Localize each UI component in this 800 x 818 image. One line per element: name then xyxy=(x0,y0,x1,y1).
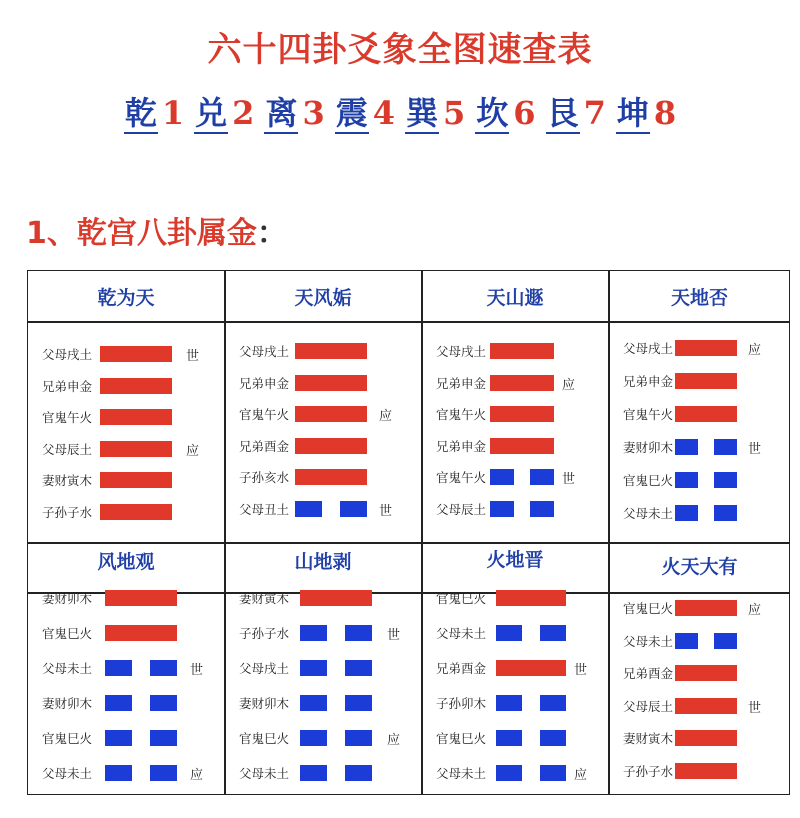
yang-line-bar xyxy=(490,343,554,359)
ying-marker: 应 xyxy=(748,343,762,358)
yao-line xyxy=(28,693,224,713)
page-title: 六十四卦爻象全图速查表 xyxy=(207,30,593,70)
trigram-name: 坎 xyxy=(476,94,509,132)
yao-label: 兄弟申金 xyxy=(42,378,93,394)
trigram-index-row xyxy=(0,88,800,134)
yang-line-bar xyxy=(295,343,367,359)
trigram-item xyxy=(405,88,465,134)
trigram-number: 4 xyxy=(372,94,395,132)
hexagram-cell xyxy=(28,543,224,795)
yang-line-bar xyxy=(675,730,737,746)
yao-line xyxy=(225,373,421,393)
yang-line-bar xyxy=(496,660,566,676)
yin-line-segment xyxy=(675,439,698,455)
yang-line-bar xyxy=(105,590,177,606)
yin-line-segment xyxy=(714,633,737,649)
hexagram-name: 山地剥 xyxy=(294,551,352,573)
yao-line xyxy=(609,663,790,683)
hexagram-cell xyxy=(422,271,608,542)
hexagram-name: 天地否 xyxy=(670,287,728,309)
yin-line-segment xyxy=(496,625,522,641)
yao-line xyxy=(28,407,224,427)
yin-line-segment xyxy=(490,469,514,485)
yao-line xyxy=(225,728,421,748)
yang-line-bar xyxy=(295,438,367,454)
yao-label: 父母戌土 xyxy=(42,347,93,362)
yao-line xyxy=(28,728,224,748)
yao-label: 妻财寅木 xyxy=(623,731,674,746)
yao-line xyxy=(422,467,608,487)
yin-line-segment xyxy=(345,695,372,711)
yin-line-segment xyxy=(105,730,132,746)
yao-label: 兄弟酉金 xyxy=(436,661,487,676)
trigram-number: 5 xyxy=(443,94,466,132)
yao-label: 官鬼巳火 xyxy=(42,731,93,746)
yang-line-bar xyxy=(300,590,372,606)
hexagram-name: 火地晋 xyxy=(486,549,544,571)
yin-line-segment xyxy=(150,730,177,746)
yao-label: 父母未土 xyxy=(42,766,93,781)
yin-line-segment xyxy=(105,765,132,781)
trigram-name: 艮 xyxy=(546,94,579,132)
yang-line-bar xyxy=(100,441,172,457)
yao-label: 妻财卯木 xyxy=(42,696,93,711)
yao-label: 官鬼午火 xyxy=(436,407,487,422)
yao-line xyxy=(609,404,790,424)
yin-line-segment xyxy=(490,501,514,517)
shi-marker: 世 xyxy=(379,503,393,519)
yang-line-bar xyxy=(490,406,554,422)
yao-label: 兄弟申金 xyxy=(436,438,487,454)
yao-label: 官鬼午火 xyxy=(239,407,290,422)
yao-label: 兄弟酉金 xyxy=(623,666,674,681)
shi-marker: 世 xyxy=(748,442,762,457)
yao-label: 官鬼巳火 xyxy=(623,601,674,616)
ying-marker: 应 xyxy=(574,768,588,783)
ying-marker: 应 xyxy=(190,768,204,783)
shi-marker: 世 xyxy=(387,628,401,643)
shi-marker: 世 xyxy=(562,472,576,487)
yao-line xyxy=(28,344,224,364)
yao-label: 父母未土 xyxy=(623,506,674,521)
yao-line xyxy=(225,436,421,456)
yin-line-segment xyxy=(300,695,327,711)
trigram-name: 兑 xyxy=(195,94,228,132)
yao-label: 父母未土 xyxy=(436,626,487,641)
yao-label: 妻财寅木 xyxy=(42,473,93,488)
yao-line xyxy=(422,588,608,608)
yao-line xyxy=(225,467,421,487)
yin-line-segment xyxy=(345,730,372,746)
yao-line xyxy=(225,499,421,519)
yin-line-segment xyxy=(300,730,327,746)
yao-line xyxy=(422,693,608,713)
yao-line xyxy=(225,623,421,643)
yao-line xyxy=(28,588,224,608)
yao-label: 父母辰土 xyxy=(42,441,93,457)
yao-line xyxy=(422,763,608,783)
hexagram-name: 天风姤 xyxy=(294,287,352,309)
yin-line-segment xyxy=(345,765,372,781)
yao-line xyxy=(609,371,790,391)
yao-label: 官鬼巳火 xyxy=(623,473,674,488)
yin-line-segment xyxy=(496,695,522,711)
trigram-item xyxy=(194,88,254,134)
yao-label: 父母未土 xyxy=(239,766,290,781)
yin-line-segment xyxy=(540,695,566,711)
yao-line xyxy=(225,658,421,678)
yang-line-bar xyxy=(100,504,172,520)
yin-line-segment xyxy=(714,505,737,521)
yao-label: 官鬼巳火 xyxy=(239,731,290,746)
yao-label: 子孙亥水 xyxy=(239,470,290,485)
yang-line-bar xyxy=(675,665,737,681)
hexagram-table xyxy=(27,270,790,795)
yang-line-bar xyxy=(295,375,367,391)
trigram-number: 8 xyxy=(653,94,677,132)
yao-label: 父母未土 xyxy=(623,633,674,649)
trigram-name: 乾 xyxy=(124,94,157,132)
yang-line-bar xyxy=(496,590,566,606)
yang-line-bar xyxy=(490,375,554,391)
yao-line xyxy=(422,436,608,456)
yang-line-bar xyxy=(675,698,737,714)
yang-line-bar xyxy=(675,340,737,356)
trigram-name: 离 xyxy=(265,94,298,132)
yin-line-segment xyxy=(714,439,737,455)
yao-line xyxy=(422,728,608,748)
trigram-number: 2 xyxy=(232,94,255,132)
hexagram-cell xyxy=(609,271,790,542)
yin-line-segment xyxy=(530,469,554,485)
yin-line-segment xyxy=(714,472,737,488)
hexagram-name: 火天大有 xyxy=(661,556,738,578)
yao-line xyxy=(28,658,224,678)
yang-line-bar xyxy=(100,409,172,425)
ying-marker: 应 xyxy=(748,603,762,618)
yao-label: 官鬼午火 xyxy=(436,470,487,485)
shi-marker: 世 xyxy=(190,663,204,678)
yao-line xyxy=(28,623,224,643)
ying-marker: 应 xyxy=(379,409,393,424)
yin-line-segment xyxy=(540,765,566,781)
ying-marker: 应 xyxy=(387,733,401,748)
yao-label: 父母戌土 xyxy=(239,344,290,359)
yin-line-segment xyxy=(530,501,554,517)
yao-line xyxy=(225,693,421,713)
trigram-number: 7 xyxy=(583,94,606,132)
hexagram-cell xyxy=(225,543,421,795)
section-label: 1、乾宫八卦属金 xyxy=(26,216,257,251)
yao-label: 妻财卯木 xyxy=(239,696,290,711)
yao-label: 父母未土 xyxy=(436,766,487,781)
hexagram-cell xyxy=(609,543,790,795)
trigram-name: 震 xyxy=(335,94,368,132)
yang-line-bar xyxy=(675,600,737,616)
trigram-item xyxy=(475,88,535,134)
trigram-item xyxy=(616,88,676,134)
yao-line xyxy=(609,761,790,781)
yao-line xyxy=(609,437,790,457)
yao-label: 官鬼巳火 xyxy=(436,591,487,606)
yin-line-segment xyxy=(345,660,372,676)
trigram-number: 1 xyxy=(161,94,185,132)
yao-label: 妻财卯木 xyxy=(623,440,674,455)
yao-line xyxy=(422,404,608,424)
trigram-number: 3 xyxy=(302,94,325,132)
ying-marker: 应 xyxy=(186,443,200,459)
yao-line xyxy=(609,598,790,618)
yin-line-segment xyxy=(295,501,322,517)
yang-line-bar xyxy=(105,625,177,641)
yao-line xyxy=(28,439,224,459)
section-colon: ： xyxy=(256,216,287,251)
yao-line xyxy=(422,373,608,393)
ying-marker: 应 xyxy=(562,377,576,393)
shi-marker: 世 xyxy=(574,663,588,678)
yang-line-bar xyxy=(100,378,172,394)
section-heading xyxy=(26,208,287,252)
yin-line-segment xyxy=(105,695,132,711)
yao-label: 官鬼巳火 xyxy=(436,731,487,746)
trigram-item xyxy=(264,88,324,134)
yao-label: 官鬼午火 xyxy=(42,410,93,425)
yao-line xyxy=(225,404,421,424)
yao-label: 父母未土 xyxy=(42,661,93,676)
yin-line-segment xyxy=(150,765,177,781)
yang-line-bar xyxy=(675,373,737,389)
yin-line-segment xyxy=(150,660,177,676)
yao-label: 子孙子水 xyxy=(42,504,93,520)
hexagram-name: 风地观 xyxy=(97,551,155,573)
yao-label: 父母戌土 xyxy=(436,344,487,359)
yang-line-bar xyxy=(675,406,737,422)
yao-line xyxy=(422,658,608,678)
yin-line-segment xyxy=(345,625,372,641)
yao-label: 兄弟申金 xyxy=(436,375,487,391)
yin-line-segment xyxy=(300,765,327,781)
yao-line xyxy=(225,763,421,783)
yao-line xyxy=(225,341,421,361)
yin-line-segment xyxy=(675,633,698,649)
yao-label: 官鬼巳火 xyxy=(42,626,93,641)
yao-label: 父母辰土 xyxy=(623,698,674,714)
yao-line xyxy=(422,623,608,643)
yang-line-bar xyxy=(100,346,172,362)
yang-line-bar xyxy=(100,472,172,488)
yao-line xyxy=(422,341,608,361)
yin-line-segment xyxy=(496,730,522,746)
yang-line-bar xyxy=(295,469,367,485)
trigram-name: 巽 xyxy=(406,94,439,132)
yin-line-segment xyxy=(540,730,566,746)
yang-line-bar xyxy=(295,406,367,422)
hexagram-name: 天山遯 xyxy=(486,287,544,309)
yin-line-segment xyxy=(300,625,327,641)
yao-label: 兄弟酉金 xyxy=(239,438,290,454)
yao-line xyxy=(609,696,790,716)
yao-label: 父母辰土 xyxy=(436,501,487,517)
yang-line-bar xyxy=(490,438,554,454)
yao-label: 父母丑土 xyxy=(239,501,290,517)
yao-label: 子孙子水 xyxy=(239,626,290,641)
yao-label: 子孙卯木 xyxy=(436,696,487,711)
trigram-number: 6 xyxy=(513,94,536,132)
yin-line-segment xyxy=(540,625,566,641)
yao-label: 兄弟申金 xyxy=(623,374,674,389)
yao-label: 父母戌土 xyxy=(239,661,290,676)
yao-line xyxy=(225,588,421,608)
yin-line-segment xyxy=(340,501,367,517)
trigram-item xyxy=(546,88,606,134)
yao-label: 子孙子水 xyxy=(623,763,674,779)
yao-label: 妻财寅木 xyxy=(239,591,290,606)
yao-label: 兄弟申金 xyxy=(239,375,290,391)
yao-label: 父母戌土 xyxy=(623,341,674,356)
yao-line xyxy=(28,763,224,783)
yin-line-segment xyxy=(150,695,177,711)
yao-line xyxy=(609,503,790,523)
yin-line-segment xyxy=(300,660,327,676)
shi-marker: 世 xyxy=(186,349,200,364)
yao-line xyxy=(609,470,790,490)
yao-label: 妻财卯木 xyxy=(42,591,93,606)
yao-line xyxy=(422,499,608,519)
yin-line-segment xyxy=(675,505,698,521)
yin-line-segment xyxy=(675,472,698,488)
hexagram-name: 乾为天 xyxy=(97,287,155,309)
yao-line xyxy=(609,338,790,358)
yao-line xyxy=(609,728,790,748)
yao-line xyxy=(28,470,224,490)
yin-line-segment xyxy=(496,765,522,781)
hexagram-cell xyxy=(28,271,224,542)
yang-line-bar xyxy=(675,763,737,779)
yao-line xyxy=(609,631,790,651)
trigram-item xyxy=(124,88,184,134)
hexagram-cell xyxy=(422,543,608,795)
yao-line xyxy=(28,502,224,522)
yin-line-segment xyxy=(105,660,132,676)
yao-line xyxy=(28,376,224,396)
yao-label: 官鬼午火 xyxy=(623,407,674,422)
trigram-item xyxy=(335,88,395,134)
shi-marker: 世 xyxy=(748,700,762,716)
trigram-name: 坤 xyxy=(616,94,649,132)
hexagram-cell xyxy=(225,271,421,542)
